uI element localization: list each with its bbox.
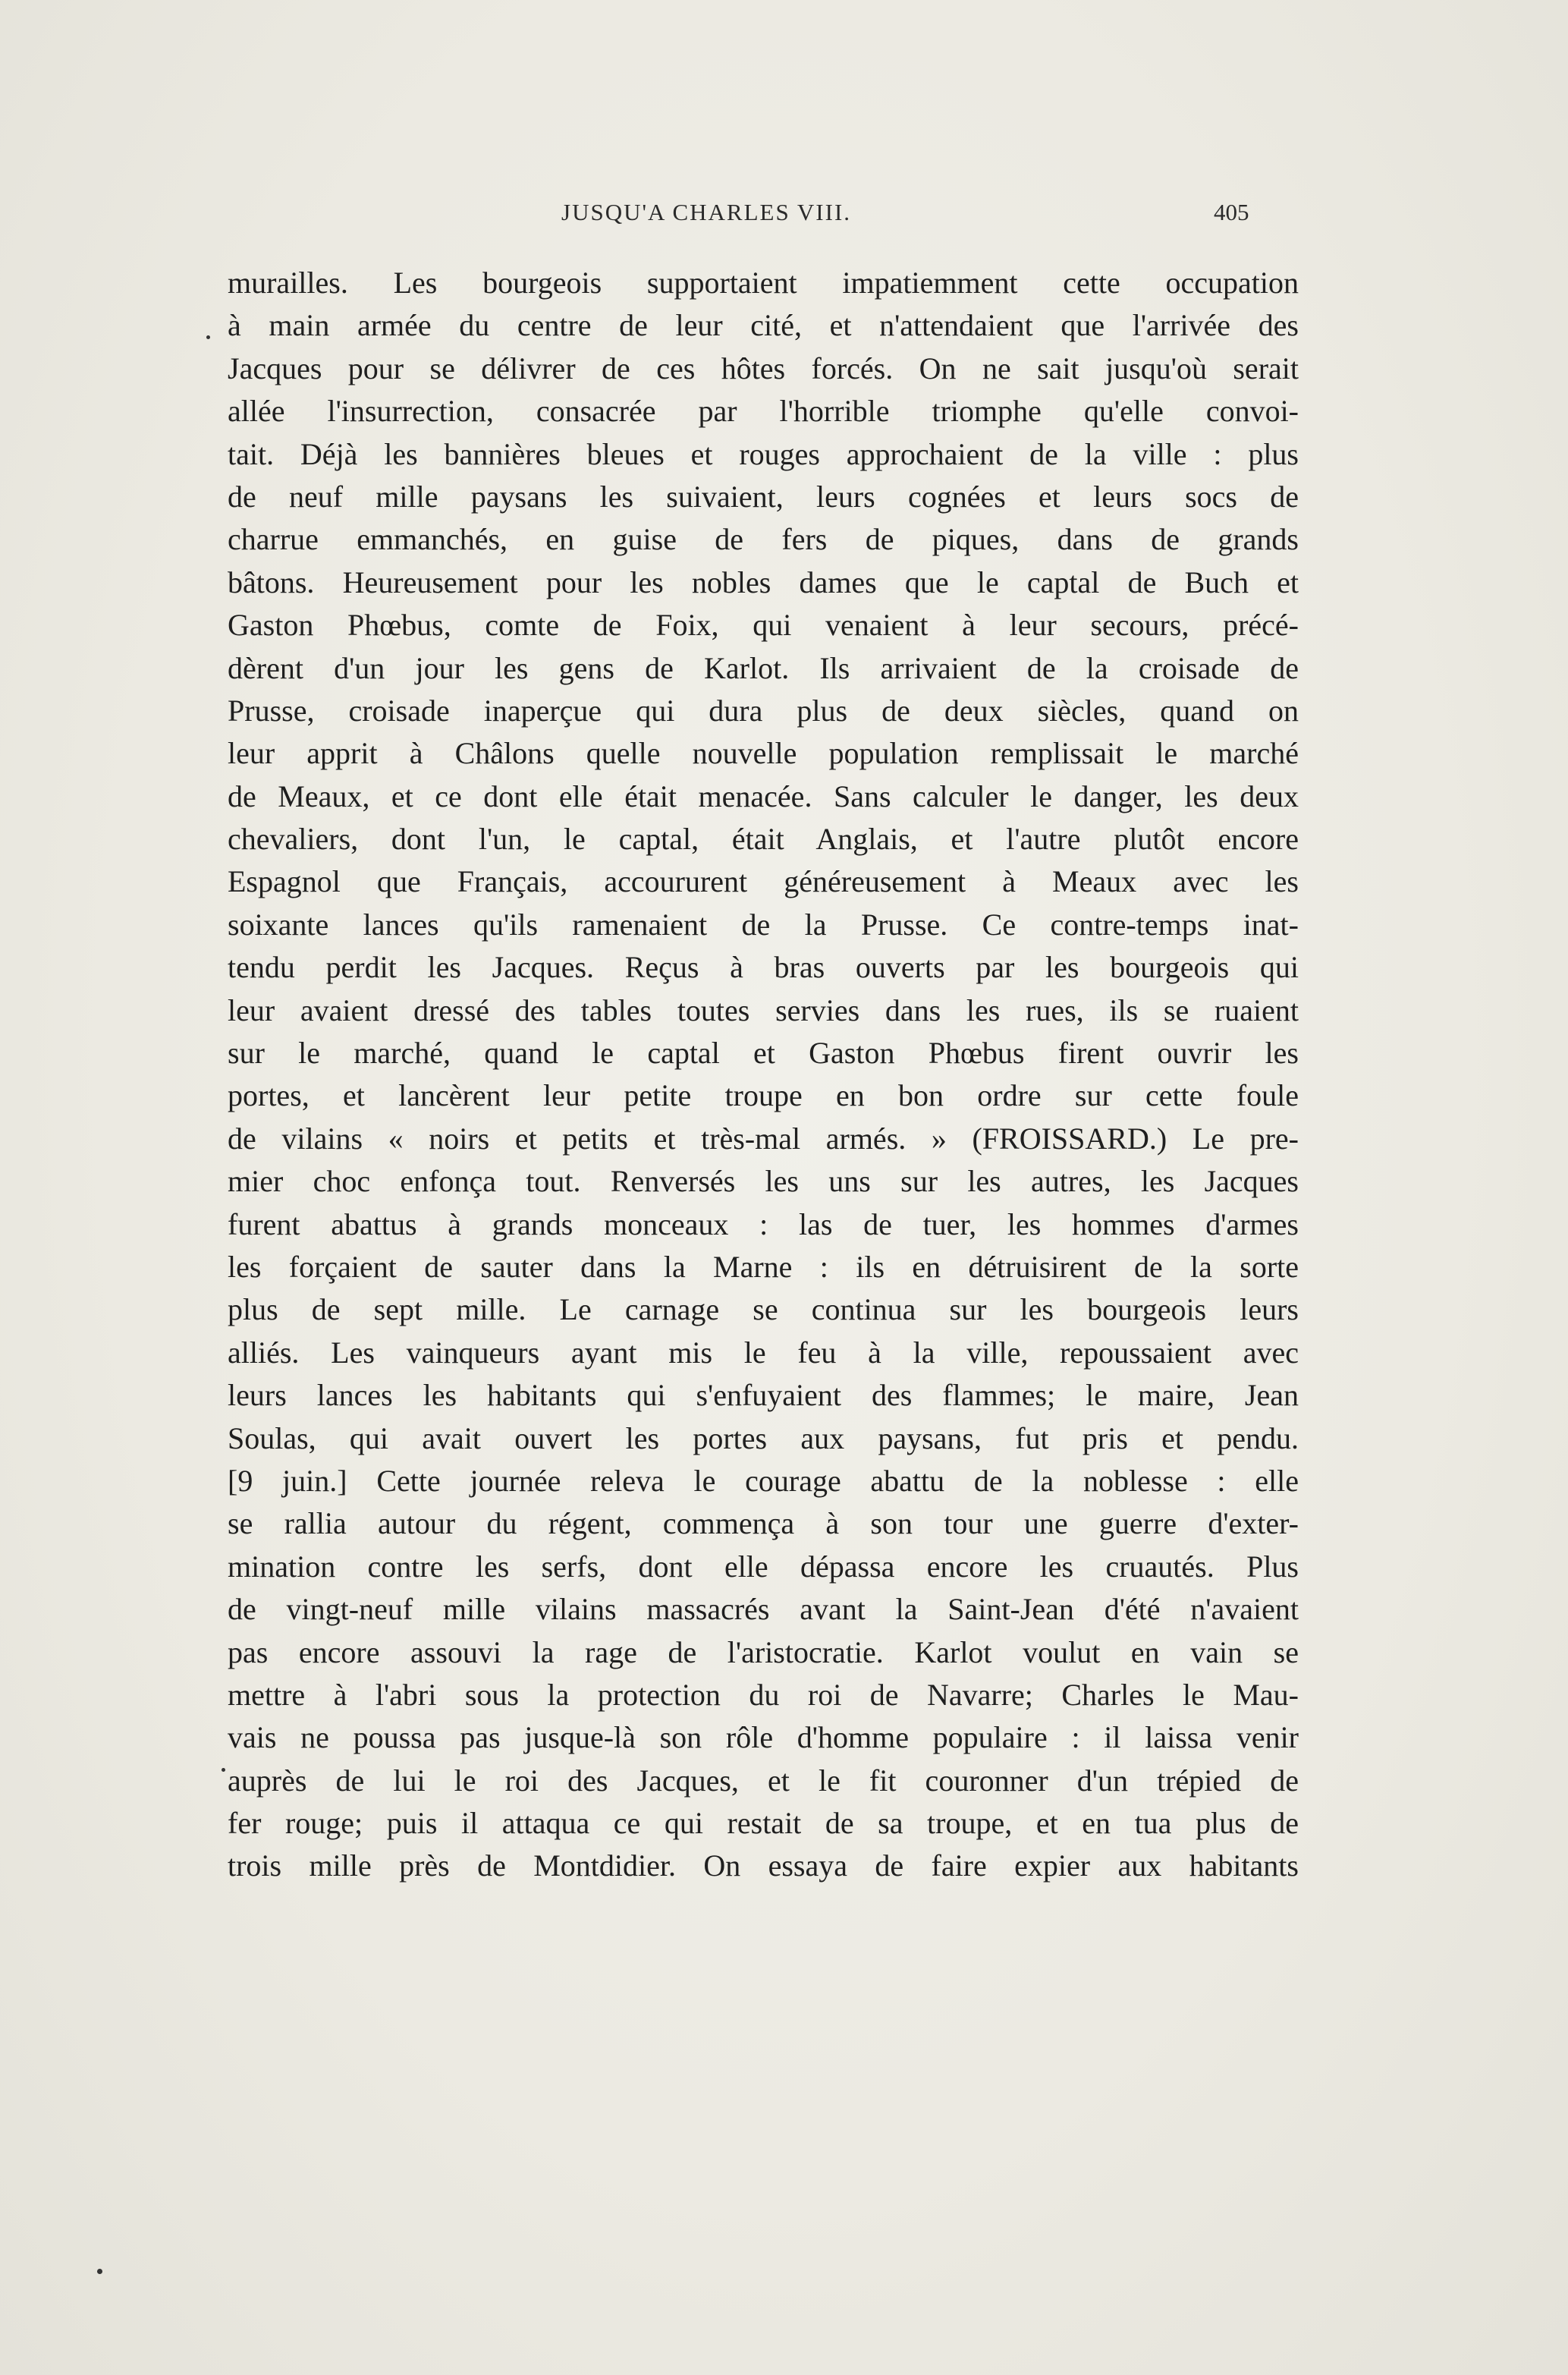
paper-speck	[222, 1768, 225, 1772]
text-line: portes, et lancèrent leur petite troupe en bon ordre sur cette foule	[228, 1078, 1299, 1113]
text-line: de vingt-neuf mille vilains massacrés avant la Saint-Jean d'été n'avaient	[228, 1592, 1299, 1627]
text-line: se rallia autour du régent, commença à son tour une guerre d'exter-	[228, 1506, 1299, 1541]
text-line: plus de sept mille. Le carnage se continua sur les bourgeois leurs	[228, 1292, 1299, 1327]
text-line: tait. Déjà les bannières bleues et rouges approchaient de la ville : plus	[228, 436, 1299, 471]
text-line: bâtons. Heureusement pour les nobles dames que le captal de Buch et	[228, 565, 1299, 599]
running-head	[0, 199, 1568, 229]
text-line: allée l'insurrection, consacrée par l'horrible triomphe qu'elle convoi-	[228, 394, 1299, 429]
text-line: trois mille près de Montdidier. On essaya de faire expier aux habitants	[228, 1848, 1299, 1883]
text-line: sur le marché, quand le captal et Gaston Phœbus firent ouvrir les	[228, 1036, 1299, 1071]
text-line: tendu perdit les Jacques. Reçus à bras ouverts par les bourgeois qui	[228, 950, 1299, 985]
text-line: de Meaux, et ce dont elle était menacée. Sans calculer le danger, les deux	[228, 779, 1299, 813]
text-line: mination contre les serfs, dont elle dépassa encore les cruautés. Plus	[228, 1549, 1299, 1584]
text-line: vais ne poussa pas jusque-là son rôle d'homme populaire : il laissa venir	[228, 1720, 1299, 1755]
text-line: Jacques pour se délivrer de ces hôtes forcés. On ne sait jusqu'où serait	[228, 351, 1299, 385]
text-line: de vilains « noirs et petits et très-mal armés. » (FROISSARD.) Le pre-	[228, 1121, 1299, 1156]
running-title: JUSQU'A CHARLES VIII.	[561, 199, 852, 225]
text-line: leur avaient dressé des tables toutes servies dans les rues, ils se ruaient	[228, 992, 1299, 1027]
text-line: à main armée du centre de leur cité, et n'attendaient que l'arrivée des	[228, 308, 1299, 343]
text-line: charrue emmanchés, en guise de fers de piques, dans de grands	[228, 522, 1299, 557]
text-line: leur apprit à Châlons quelle nouvelle population remplissait le marché	[228, 736, 1299, 771]
paper-speck	[206, 335, 210, 339]
text-line: auprès de lui le roi des Jacques, et le fit couronner d'un trépied de	[228, 1763, 1299, 1798]
text-line: de neuf mille paysans les suivaient, leurs cognées et leurs socs de	[228, 479, 1299, 514]
text-line: dèrent d'un jour les gens de Karlot. Ils arrivaient de la croisade de	[228, 650, 1299, 685]
text-line: mettre à l'abri sous la protection du roi de Navarre; Charles le Mau-	[228, 1677, 1299, 1712]
text-line: Prusse, croisade inaperçue qui dura plus de deux siècles, quand on	[228, 693, 1299, 728]
body-text	[228, 262, 1299, 1888]
text-line: furent abattus à grands monceaux : las de tuer, les hommes d'armes	[228, 1206, 1299, 1241]
paper-speck	[97, 2269, 102, 2274]
text-line: chevaliers, dont l'un, le captal, était Anglais, et l'autre plutôt encore	[228, 822, 1299, 857]
text-line: Gaston Phœbus, comte de Foix, qui venaient à leur secours, précé-	[228, 608, 1299, 643]
text-line: Soulas, qui avait ouvert les portes aux paysans, fut pris et pendu.	[228, 1420, 1299, 1455]
text-line: murailles. Les bourgeois supportaient impatiemment cette occupation	[228, 266, 1299, 300]
text-line: soixante lances qu'ils ramenaient de la Prusse. Ce contre-temps inat-	[228, 907, 1299, 942]
text-line: Espagnol que Français, accoururent généreusement à Meaux avec les	[228, 864, 1299, 899]
text-line: pas encore assouvi la rage de l'aristocratie. Karlot voulut en vain se	[228, 1634, 1299, 1669]
text-line: mier choc enfonça tout. Renversés les uns sur les autres, les Jacques	[228, 1164, 1299, 1199]
text-line: les forçaient de sauter dans la Marne : ils en détruisirent de la sorte	[228, 1249, 1299, 1284]
text-line: alliés. Les vainqueurs ayant mis le feu à la ville, repoussaient avec	[228, 1335, 1299, 1370]
text-line: leurs lances les habitants qui s'enfuyaient des flammes; le maire, Jean	[228, 1378, 1299, 1413]
page-number: 405	[1214, 199, 1249, 225]
text-line: fer rouge; puis il attaqua ce qui restait de sa troupe, et en tua plus de	[228, 1806, 1299, 1841]
text-line: [9 juin.] Cette journée releva le courage abattu de la noblesse : elle	[228, 1463, 1299, 1498]
